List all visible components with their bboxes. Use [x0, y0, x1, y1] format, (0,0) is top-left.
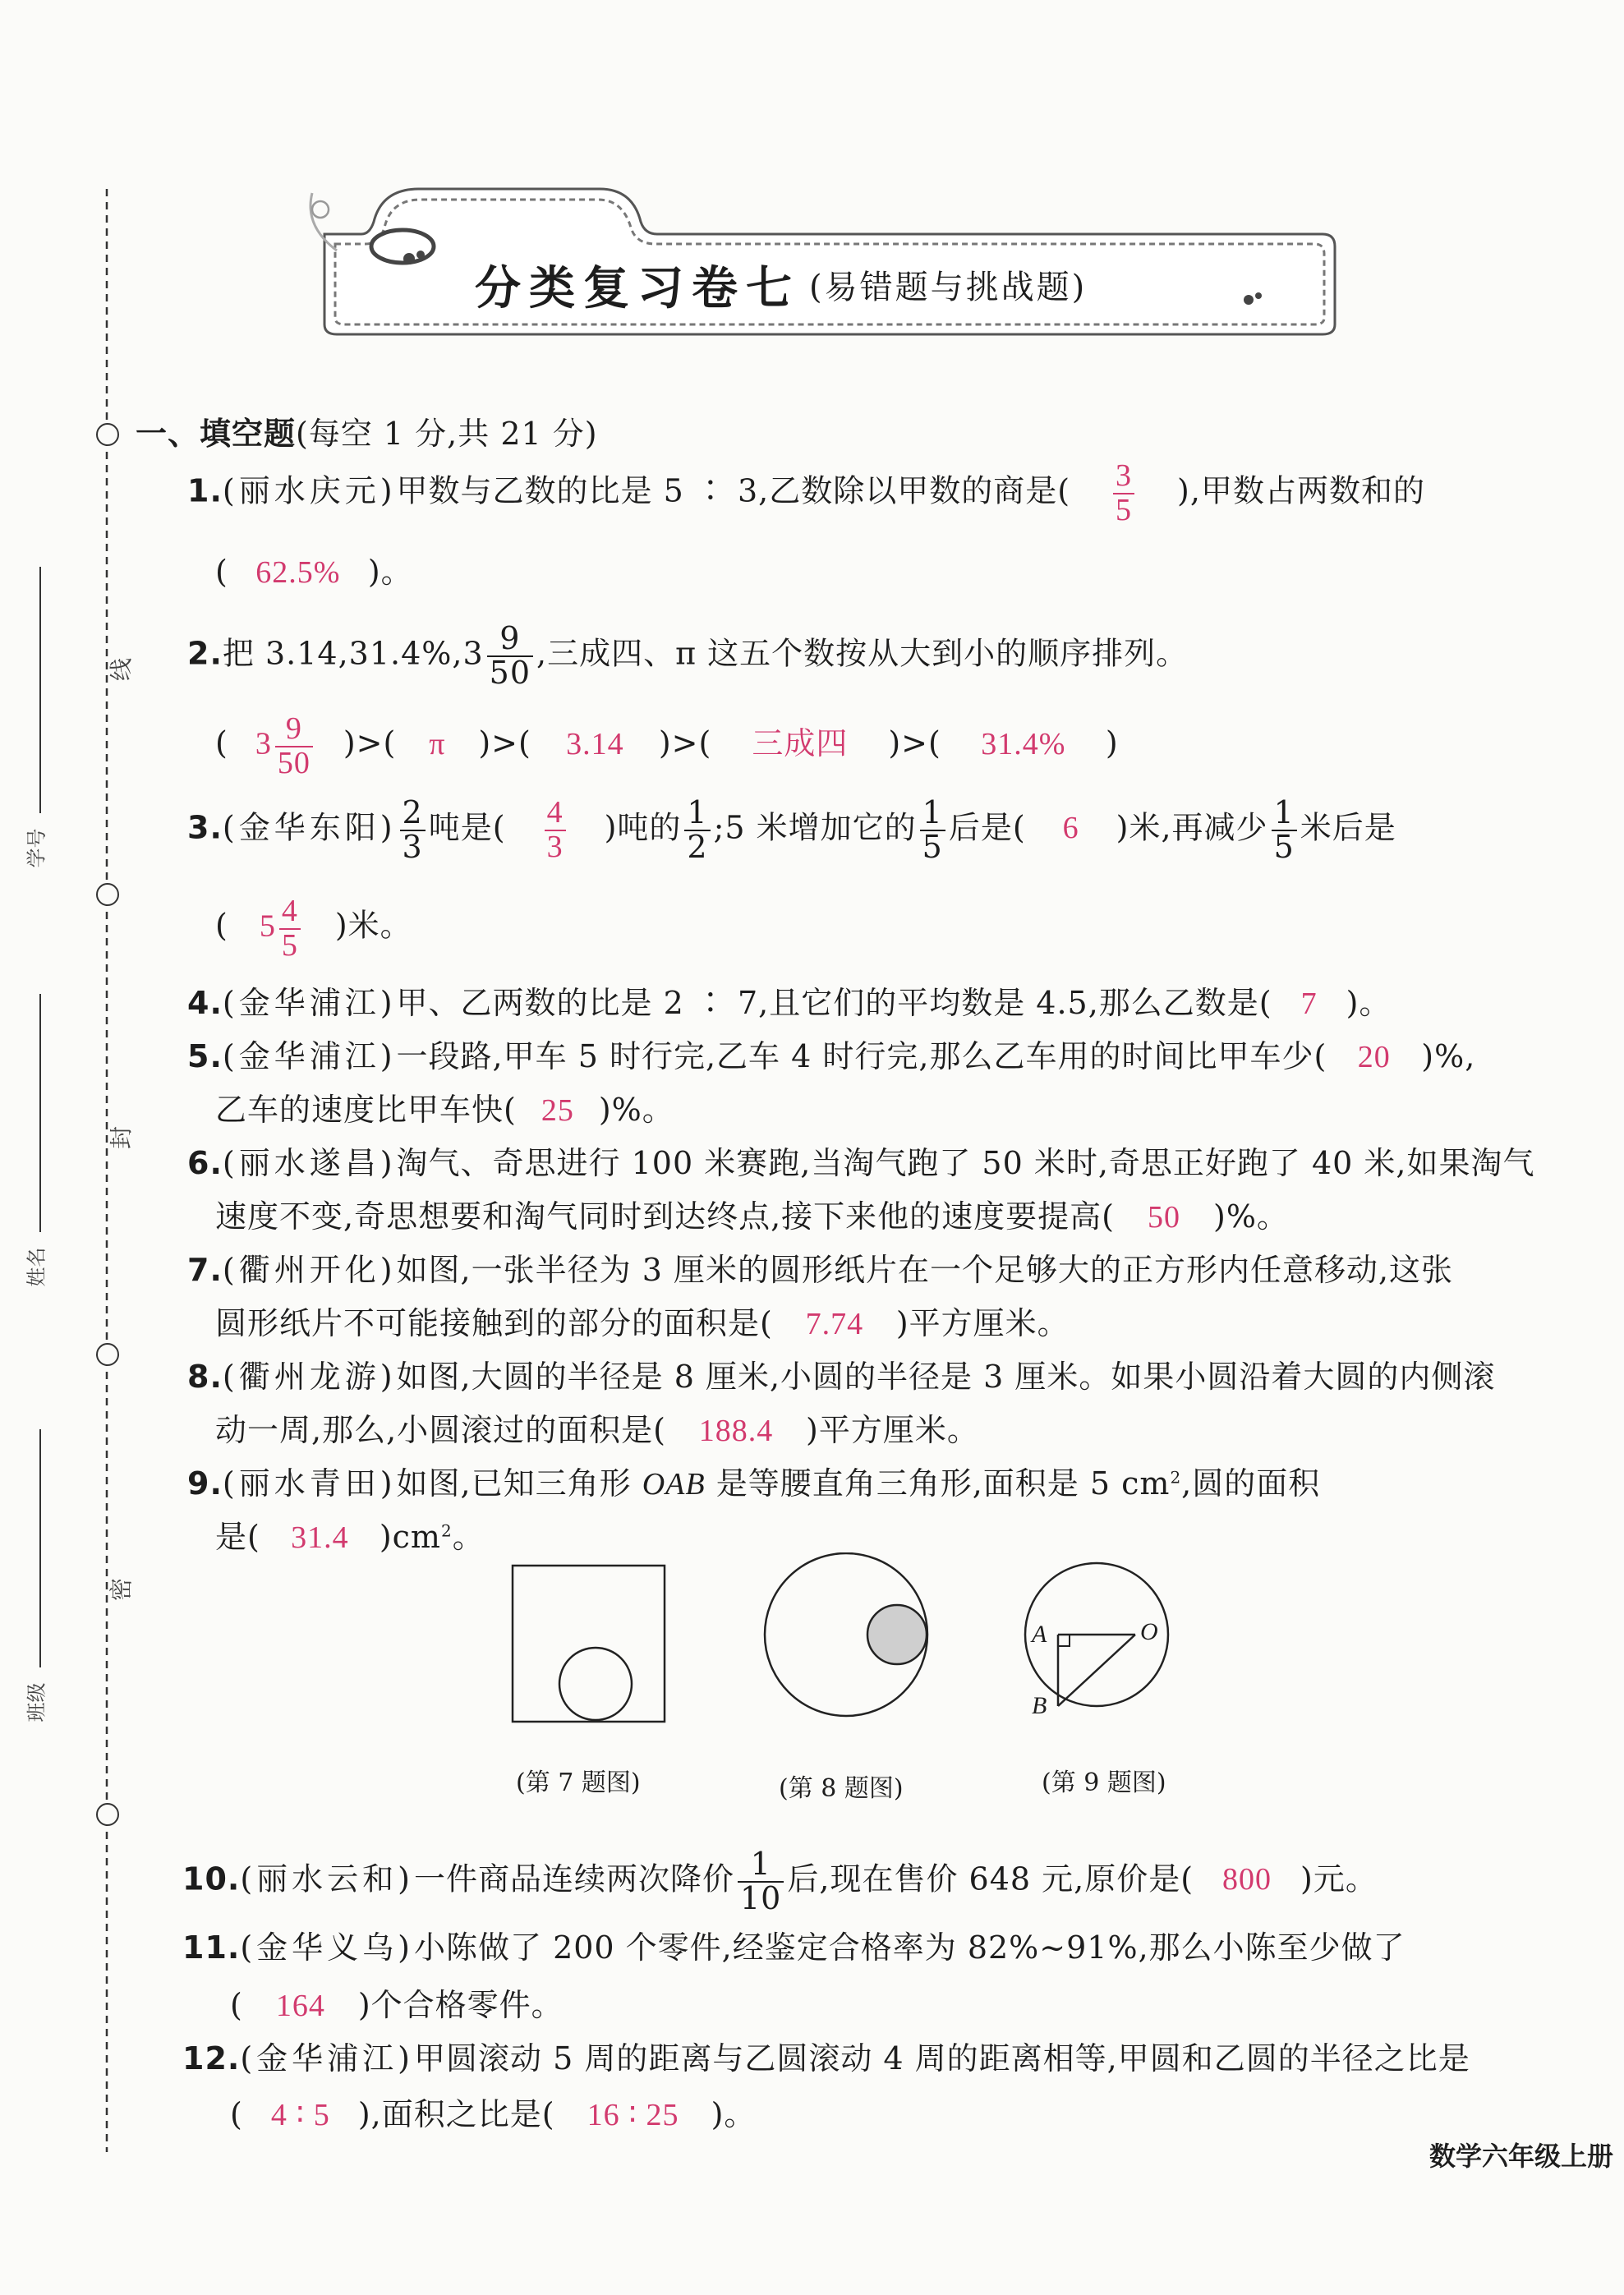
- answer-3-1: $\frac{4}{3}$: [545, 797, 566, 864]
- answer-9: 31.4: [291, 1520, 349, 1555]
- question-6: 6.(丽水遂昌)淘气、奇思进行 100 米赛跑,当淘气跑了 50 米时,奇思正好跑了 40 米,如果淘气: [187, 1145, 1535, 1181]
- name-label: 姓名: [25, 1247, 48, 1287]
- question-11: 11.(金华义乌)小陈做了 200 个零件,经鉴定合格率为 82%~91%,那么小陈至少做了: [182, 1929, 1405, 1966]
- title-banner-frame: [288, 177, 1347, 341]
- question-2: 2.把 3.14,31.4%,3 $\frac{9}{50}$ ,三成四、π 这五个数按从大到小的顺序排列。: [187, 620, 1189, 691]
- figure-9-label-b: B: [1032, 1692, 1047, 1719]
- page-subtitle: (易错题与挑战题): [809, 269, 1088, 306]
- class-field[interactable]: [39, 1429, 41, 1667]
- page-title: 分类复习卷七: [475, 261, 800, 315]
- answer-8: 188.4: [698, 1414, 774, 1448]
- question-9: 9.(丽水青田)如图,已知三角形 OAB 是等腰直角三角形,面积是 5 $cm^2$,圆的面积: [187, 1465, 1321, 1502]
- section-heading: [136, 408, 598, 453]
- figure-9-caption: (第 9 题图): [1042, 1768, 1166, 1797]
- question-number: 1.: [187, 472, 223, 509]
- answer-1-2: 62.5%: [255, 555, 341, 590]
- question-1: [187, 460, 1425, 527]
- figure-9-label-o: O: [1140, 1618, 1158, 1645]
- binding-hole: [96, 1343, 119, 1366]
- student-id-label: 学号: [25, 828, 48, 868]
- question-number: 2.: [187, 635, 223, 672]
- binding-label-secret: 密: [108, 1577, 136, 1602]
- answer-fraction: $\frac{3}{5}$: [1113, 460, 1134, 527]
- question-5: 5.(金华浦江)一段路,甲车 5 时行完,乙车 4 时行完,那么乙车用的时间比甲车少( 20 )%,: [187, 1038, 1476, 1074]
- question-8-line-2: 动一周,那么,小圆滚过的面积是( 188.4 )平方厘米。: [215, 1412, 979, 1448]
- mixed-fraction: $\frac{9}{50}$: [487, 623, 533, 690]
- question-6-line-2: 速度不变,奇思想要和淘气同时到达终点,接下来他的速度要提高( 50 )%。: [215, 1198, 1289, 1235]
- question-text: ),甲数占两数和的: [1177, 472, 1425, 509]
- question-9-line-2: 是( 31.4 )$cm^2$。: [215, 1519, 485, 1555]
- figures: [501, 1552, 1224, 1750]
- binding-label-line: 线: [108, 657, 136, 682]
- student-id-field[interactable]: [39, 567, 41, 813]
- name-field[interactable]: [39, 994, 41, 1232]
- question-5-line-2: 乙车的速度比甲车快( 25 )%。: [215, 1092, 674, 1128]
- binding-hole: [96, 883, 119, 906]
- answer-3-2: 6: [1062, 811, 1079, 846]
- class-label: 班级: [25, 1682, 48, 1722]
- question-3-line-2: ( 5 $\frac{4}{5}$ )米。: [215, 894, 412, 963]
- answer-10: 800: [1222, 1862, 1272, 1897]
- question-12: 12.(金华浦江)甲圆滚动 5 周的距离与乙圆滚动 4 周的距离相等,甲圆和乙圆的半径之比是: [182, 2040, 1470, 2077]
- answer-2-2: π: [429, 726, 446, 761]
- answer-2-3: 3.14: [566, 726, 624, 761]
- question-number: 3.: [187, 809, 223, 846]
- question-12-line-2: ( 4 ∶ 5 ),面积之比是( 16 ∶ 25 )。: [230, 2096, 757, 2132]
- binding-hole: [96, 423, 119, 446]
- section-title: 一、填空题: [136, 416, 297, 452]
- answer-2-5: 31.4%: [981, 726, 1066, 761]
- binding-label-seal: 封: [108, 1125, 136, 1150]
- answer-12-2: 16 ∶ 25: [587, 2098, 679, 2132]
- question-4: 4.(金华浦江)甲、乙两数的比是 2 ∶ 7,且它们的平均数是 4.5,那么乙数是( 7 )。: [187, 985, 1392, 1021]
- answer-11: 164: [275, 1989, 325, 2023]
- question-7-line-2: 圆形纸片不可能接触到的部分的面积是( 7.74 )平方厘米。: [215, 1305, 1070, 1341]
- binding-hole: [96, 1803, 119, 1826]
- binding-dashed-line: [99, 189, 115, 2152]
- answer-2-1: 3 $\frac{9}{50}$: [228, 713, 343, 780]
- footer-label: 数学六年级上册: [1429, 2141, 1614, 2172]
- answer-6: 50: [1148, 1200, 1180, 1235]
- answer-5-1: 20: [1357, 1040, 1391, 1074]
- section-note: (每空 1 分,共 21 分): [296, 416, 598, 452]
- question-text: 甲数与乙数的比是 5 ∶ 3,乙数除以甲数的商是(: [396, 472, 1071, 509]
- question-3: 3.(金华东阳) $\frac{2}{3}$ 吨是( $\frac{4}{3}$ )吨的 $\frac{1}{2}$ ;5 米增加它的 $\frac{1}{5}$ 后是( 6 )米,再减少 $\frac{1}{5}$ 米后是: [187, 794, 1396, 865]
- answer-2-4: 三成四: [752, 726, 849, 761]
- question-10: 10.(丽水云和)一件商品连续两次降价 $\frac{1}{10}$ 后,现在售价 648 元,原价是( 800 )元。: [182, 1846, 1378, 1916]
- answer-7: 7.74: [805, 1307, 864, 1341]
- question-11-line-2: ( 164 )个合格零件。: [230, 1987, 564, 2023]
- figure-8: [765, 1553, 927, 1716]
- answer-3-3: 5 $\frac{4}{5}$: [228, 895, 335, 963]
- answer-5-2: 25: [541, 1093, 574, 1128]
- question-1-line-2: ( 62.5% )。: [215, 554, 413, 590]
- question-8: 8.(衢州龙游)如图,大圆的半径是 8 厘米,小圆的半径是 3 厘米。如果小圆沿着大圆的内侧滚: [187, 1359, 1496, 1395]
- answer-12-1: 4 ∶ 5: [270, 2098, 330, 2132]
- answer-4: 7: [1300, 987, 1318, 1021]
- figure-7: [513, 1566, 665, 1722]
- question-source: (丽水庆元): [222, 472, 397, 509]
- question-7: 7.(衢州开化)如图,一张半径为 3 厘米的圆形纸片在一个足够大的正方形内任意移动,这张: [187, 1252, 1454, 1288]
- figure-9-label-a: A: [1032, 1621, 1047, 1648]
- figure-8-caption: (第 8 题图): [779, 1774, 904, 1803]
- figure-7-caption: (第 7 题图): [516, 1768, 641, 1797]
- question-2-answers: ( 3 $\frac{9}{50}$ )>( π )>( 3.14 )>( 三成四 )>( 31.4% ): [215, 711, 1119, 780]
